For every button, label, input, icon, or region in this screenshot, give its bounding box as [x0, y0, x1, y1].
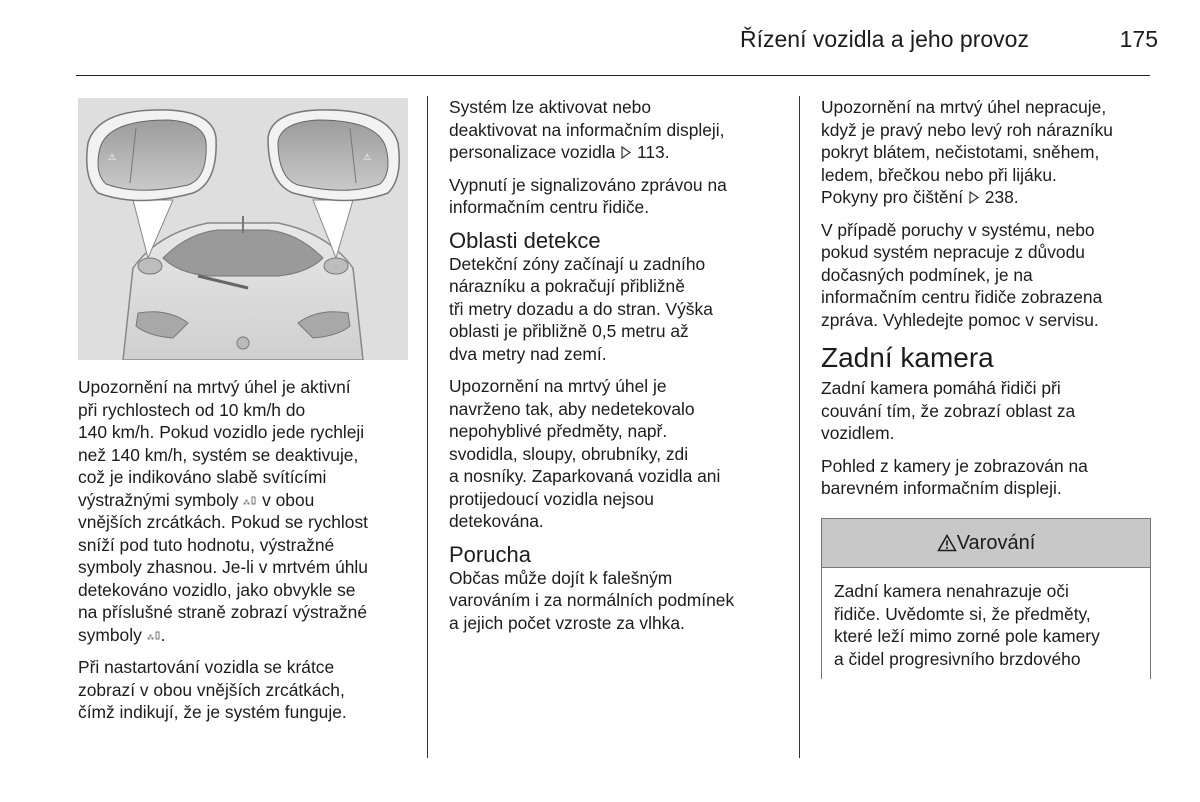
- blind-spot-warning-icon: [243, 495, 257, 507]
- blind-spot-warning-icon: [147, 630, 161, 642]
- svg-text:⚠: ⚠: [108, 153, 117, 163]
- blind-spot-mirrors-illustration: [78, 98, 408, 360]
- text-line: Pohled z kamery je zobrazován na: [821, 455, 1088, 476]
- text-line: řidiče. Uvědomte si, že předměty,: [834, 603, 1091, 624]
- warning-header: [822, 519, 1150, 568]
- text-fragment: v obou: [262, 489, 315, 510]
- paragraph-camera-view: [821, 455, 1153, 500]
- text-line: nepohyblivé předměty, např.: [449, 421, 668, 441]
- text-line: svodidla, sloupy, obrubníky, zdi: [449, 443, 689, 464]
- text-line: nárazníku a pokračují přibližně: [449, 276, 685, 296]
- text-line: V případě poruchy v systému, nebo: [821, 219, 1095, 240]
- text-line: Upozornění na mrtvý úhel je aktivní: [78, 377, 351, 397]
- column-1: [78, 376, 418, 734]
- column-divider-2: [799, 96, 800, 758]
- text-line: protijedoucí vozidla nejsou: [449, 488, 654, 509]
- paragraph-stationary-objects: [449, 375, 794, 533]
- text-line: detekováno vozidlo, jako obvykle se: [78, 579, 356, 600]
- text-line: vnějších zrcátkách. Pokud se rychlost: [78, 512, 368, 532]
- text-line: čímž indikují, že je systém funguje.: [78, 702, 347, 722]
- warning-triangle-icon: [937, 534, 957, 552]
- text-line: Upozornění na mrtvý úhel nepracuje,: [821, 97, 1107, 117]
- text-line: 140 km/h. Pokud vozidlo jede rychleji: [78, 422, 365, 442]
- text-line: barevném informačním displeji.: [821, 478, 1062, 498]
- text-line: zpráva. Vyhledejte pomoc v servisu.: [821, 309, 1099, 330]
- svg-text:⁂: ⁂: [146, 633, 154, 642]
- paragraph-false-alarms: [449, 567, 794, 635]
- paragraph-blind-spot-active: [78, 376, 418, 646]
- text-line: oblasti je přibližně 0,5 metru až: [449, 321, 689, 341]
- text-line: Systém lze aktivovat nebo: [449, 97, 652, 117]
- page-reference-arrow-icon[interactable]: [968, 191, 980, 204]
- text-line: [78, 489, 418, 512]
- text-line: Zadní kamera pomáhá řidiči při: [821, 378, 1061, 398]
- column-2: [449, 96, 794, 644]
- text-line: pokryt blátem, nečistotami, sněhem,: [821, 142, 1100, 162]
- text-fragment: Pokyny pro čištění: [821, 187, 964, 207]
- text-line: deaktivovat na informačním displeji,: [449, 119, 725, 140]
- paragraph-deactivation-message: [449, 174, 794, 219]
- paragraph-detection-zones: [449, 253, 794, 366]
- text-line: Při nastartování vozidla se krátce: [78, 657, 335, 677]
- column-divider-1: [427, 96, 428, 758]
- text-line: detekována.: [449, 511, 544, 531]
- running-header-title: Řízení vozidla a jeho provoz: [740, 26, 1029, 52]
- text-line: pokud systém nepracuje z důvodu: [821, 242, 1085, 262]
- text-line: ledem, břečkou nebo při lijáku.: [821, 164, 1057, 185]
- text-fragment: .: [160, 624, 166, 645]
- heading-fault: Porucha: [449, 541, 531, 567]
- text-line: které leží mimo zorné pole kamery: [834, 626, 1100, 646]
- text-fragment: symboly: [78, 624, 142, 645]
- text-line: Zadní kamera nenahrazuje oči: [834, 581, 1069, 601]
- text-line: Upozornění na mrtvý úhel je: [449, 376, 667, 396]
- text-line: když je pravý nebo levý roh nárazníku: [821, 119, 1113, 140]
- paragraph-rear-camera-intro: [821, 377, 1153, 445]
- text-line: informačním centru řidiče zobrazena: [821, 287, 1103, 307]
- paragraph-startup: [78, 656, 418, 724]
- page-number: 175: [1119, 26, 1158, 52]
- paragraph-system-fault: [821, 219, 1153, 332]
- text-line: a čidel progresivního brzdového: [834, 648, 1081, 669]
- warning-text: [822, 568, 1150, 670]
- text-line: Detekční zóny začínají u zadního: [449, 253, 706, 274]
- text-line: Vypnutí je signalizováno zprávou na: [449, 174, 727, 195]
- text-line: a jejich počet vzroste za vlhka.: [449, 612, 685, 633]
- header-divider: [76, 75, 1150, 76]
- warning-title: Varování: [956, 531, 1036, 554]
- text-line: což je indikováno slabě svítícími: [78, 467, 327, 487]
- page-reference-link[interactable]: 113.: [636, 142, 670, 162]
- text-line: zobrazí v obou vnějších zrcátkách,: [78, 679, 345, 700]
- page-reference-arrow-icon[interactable]: [620, 146, 632, 159]
- text-fragment: výstražnými symboly: [78, 489, 239, 510]
- text-line: [821, 186, 1153, 209]
- text-fragment: personalizace vozidla: [449, 142, 616, 162]
- text-line: Občas může dojít k falešným: [449, 567, 673, 588]
- text-line: navrženo tak, aby nedetekovalo: [449, 398, 695, 419]
- svg-text:⚠: ⚠: [363, 153, 372, 163]
- heading-rear-camera: Zadní kamera: [821, 342, 994, 373]
- paragraph-not-working: [821, 96, 1153, 209]
- text-line: dva metry nad zemí.: [449, 343, 607, 364]
- text-line: a nosníky. Zaparkovaná vozidla ani: [449, 466, 721, 486]
- column-3: [821, 96, 1153, 510]
- text-line: symboly zhasnou. Je-li v mrtvém úhlu: [78, 557, 368, 577]
- text-line: tři metry dozadu a do stran. Výška: [449, 298, 713, 319]
- text-line: informačním centru řidiče.: [449, 197, 650, 217]
- text-line: vozidlem.: [821, 423, 895, 443]
- paragraph-activation: [449, 96, 794, 164]
- text-line: dočasných podmínek, je na: [821, 264, 1033, 285]
- heading-detection-zones: Oblasti detekce: [449, 227, 601, 253]
- text-line: na příslušné straně zobrazí výstražné: [78, 602, 368, 622]
- page-reference-link[interactable]: 238.: [984, 187, 1019, 207]
- text-line: [78, 624, 418, 647]
- text-line: sníží pod tuto hodnotu, výstražné: [78, 534, 335, 555]
- text-line: než 140 km/h, systém se deaktivuje,: [78, 444, 359, 465]
- text-line: při rychlostech od 10 km/h do: [78, 399, 306, 420]
- text-line: couvání tím, že zobrazí oblast za: [821, 400, 1076, 421]
- text-line: [449, 141, 794, 164]
- warning-box: [821, 518, 1151, 679]
- text-line: varováním i za normálních podmínek: [449, 590, 735, 610]
- svg-text:⁂: ⁂: [243, 498, 251, 507]
